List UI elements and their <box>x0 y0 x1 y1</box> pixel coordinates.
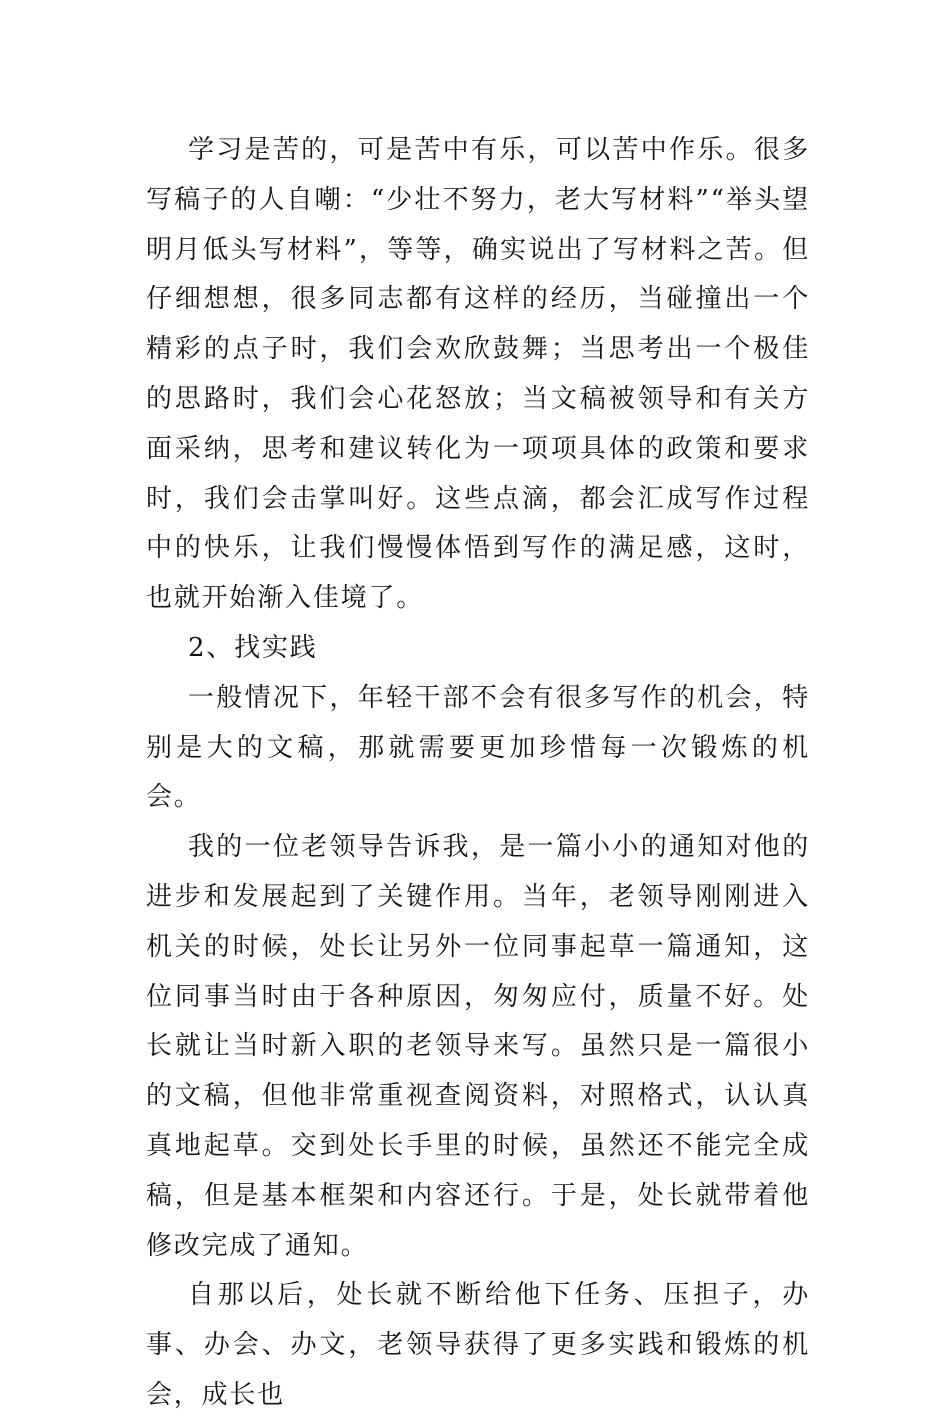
paragraph-cherish-opportunities: 一般情况下，年轻干部不会有很多写作的机会，特别是大的文稿，那就需要更加珍惜每一次锻炼的机会。 <box>146 682 810 813</box>
document-page <box>146 126 810 1421</box>
section-heading-find-practice: 2、找实践 <box>188 632 318 663</box>
paragraph-joy-of-writing: 学习是苦的，可是苦中有乐，可以苦中作乐。很多写稿子的人自嘲：“少壮不努力，老大写材料”“举头望明月低头写材料”，等等，确实说出了写材料之苦。但仔细想想，很多同志都有这样的经历，当碰撞出一个精彩的点子时，我们会欢欣鼓舞；当思考出一个极佳的思路时，我们会心花怒放；当文稿被领导和有关方面采纳，思考和建议转化为一项项具体的政策和要求时，我们会击掌叫好。这些点滴，都会汇成写作过程中的快乐，让我们慢慢体悟到写作的满足感，这时，也就开始渐入佳境了。 <box>146 135 810 614</box>
paragraph-notice-story: 我的一位老领导告诉我，是一篇小小的通知对他的进步和发展起到了关键作用。当年，老领导刚刚进入机关的时候，处长让另外一位同事起草一篇通知，这位同事当时由于各种原因，匆匆应付，质量不好。处长就让当时新入职的老领导来写。虽然只是一篇很小的文稿，但他非常重视查阅资料，对照格式，认认真真地起草。交到处长手里的时候，虽然还不能完全成稿，但是基本框架和内容还行。于是，处长就带着他修改完成了通知。 <box>146 832 810 1261</box>
paragraph-more-tasks: 自那以后，处长就不断给他下任务、压担子，办事、办会、办文，老领导获得了更多实践和锻炼的机会，成长也 <box>146 1280 810 1410</box>
